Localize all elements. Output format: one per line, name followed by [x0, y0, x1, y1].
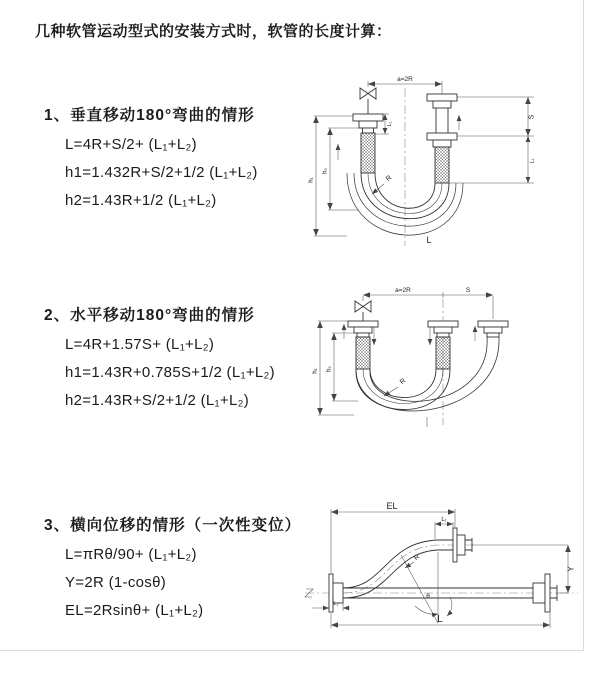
- dim-label-a2r: a=2R: [397, 76, 413, 83]
- length-label: L: [426, 235, 432, 245]
- section-1-formula-l: L=4R+S/2+ (L₁+L₂): [65, 136, 197, 153]
- section-3-formula-l: L=πRθ/90+ (L₁+L₂): [65, 546, 197, 563]
- dim-label-l: L: [437, 614, 443, 625]
- angle-construction: [401, 552, 452, 623]
- left-fitting: [348, 321, 378, 369]
- dim-label-el: EL: [386, 501, 398, 511]
- section-1-heading: 1、垂直移动180°弯曲的情形: [44, 107, 255, 124]
- section-1-formula-h1: h1=1.432R+S/2+1/2 (L₁+L₂): [65, 164, 258, 181]
- dim-label-h2: h₂: [326, 366, 333, 372]
- page-edge-bottom: [0, 650, 584, 651]
- radius-label: R: [384, 174, 394, 184]
- right-fitting: [478, 321, 508, 337]
- dimension-lines: [318, 292, 493, 427]
- section-3-heading: 3、横向位移的情形（一次性变位）: [44, 517, 302, 534]
- dim-label-l1-left: L₁: [387, 121, 393, 127]
- middle-fitting: [428, 321, 458, 369]
- right-fitting: [427, 94, 457, 183]
- radius-label: R: [412, 553, 422, 563]
- section-2-formula-h1: h1=1.43R+0.785S+1/2 (L₁+L₂): [65, 364, 275, 381]
- diagram-vertical-180-bend: [306, 68, 546, 258]
- hose-curves: [356, 337, 499, 411]
- dim-label-l2: L₂: [333, 601, 339, 607]
- diagram-lateral-displacement: [300, 495, 590, 660]
- dim-label-s: S: [465, 287, 471, 294]
- dim-label-h1: h₁: [308, 177, 315, 183]
- valve-icon: [355, 301, 371, 321]
- valve-icon: [360, 88, 376, 114]
- section-3-formula-y: Y=2R (1-cosθ): [65, 574, 167, 591]
- dim-label-l1-right: L₁: [529, 158, 536, 164]
- left-fitting: [353, 114, 383, 173]
- dim-label-s: S: [528, 114, 536, 120]
- dimension-lines: [314, 81, 534, 236]
- dimension-lines: [312, 509, 568, 628]
- right-flange: [533, 574, 557, 612]
- dim-label-h1: h₁: [312, 368, 319, 374]
- diagram-labels: [333, 501, 575, 625]
- section-2-heading: 2、水平移动180°弯曲的情形: [44, 307, 255, 324]
- section-3-formula-el: EL=2Rsinθ+ (L₁+L₂): [65, 602, 204, 619]
- page-title: 几种软管运动型式的安装方式时，软管的长度计算：: [35, 23, 392, 40]
- dim-label-y: Y: [566, 566, 576, 572]
- page-edge-right: [583, 0, 584, 651]
- section-vertical-180: [44, 103, 316, 209]
- angle-label: θ: [426, 593, 430, 600]
- dim-label-l1: L₁: [441, 517, 447, 523]
- section-horizontal-180: [44, 303, 316, 409]
- diagram-labels: [309, 76, 536, 245]
- section-2-formula-h2: h2=1.43R+S/2+1/2 (L₁+L₂): [65, 392, 250, 409]
- diagram-horizontal-180-bend: [308, 283, 558, 438]
- section-2-formula-l: L=4R+1.57S+ (L₁+L₂): [65, 336, 215, 353]
- dim-label-a2r: a=2R: [395, 287, 411, 294]
- dim-label-h2: h₂: [322, 168, 329, 174]
- radius-label: R: [398, 377, 408, 387]
- hose-s-curve: [343, 540, 453, 598]
- section-1-formula-h2: h2=1.43R+1/2 (L₁+L₂): [65, 192, 217, 209]
- section-lateral-displacement: [44, 513, 316, 619]
